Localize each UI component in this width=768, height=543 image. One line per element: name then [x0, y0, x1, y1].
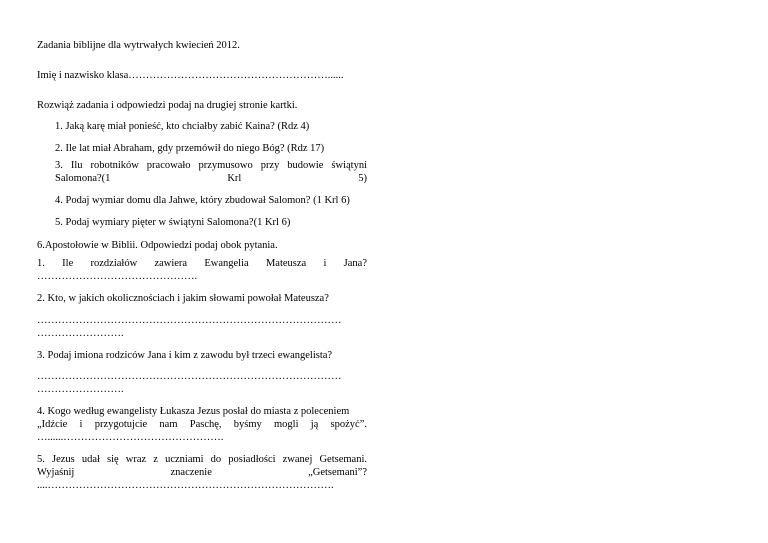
apostles-q5-line1: 5. Jezus udał się wraz z uczniami do posiadłości zwanej Getsemani. [37, 454, 367, 465]
section-6-heading: 6.Apostołowie w Biblii. Odpowiedzi podaj obok pytania. [37, 240, 278, 251]
apostles-q4-answer-dots: …......………………………………………. [37, 432, 224, 443]
instruction-text: Rozwiąż zadania i odpowiedzi podaj na drugiej stronie kartki. [37, 100, 298, 111]
question-1: 1. Jaką karę miał ponieść, kto chciałby zabić Kaina? (Rdz 4) [55, 121, 310, 132]
apostles-q5-answer-dots: ....………………………………………………………………………. [37, 480, 334, 491]
apostles-q4-line1: 4. Kogo według ewangelisty Łukasza Jezus posłał do miasta z poleceniem [37, 406, 350, 417]
question-2: 2. Ile lat miał Abraham, gdy przemówił do niego Bóg? (Rdz 17) [55, 143, 325, 154]
apostles-q1-answer-dots: ………………………………………. [37, 271, 198, 282]
apostles-q3-dots-1: …………………………………………………………………………… [37, 371, 342, 382]
name-class-line: Imię i nazwisko klasa…………………………………………………...... [37, 70, 344, 81]
question-4: 4. Podaj wymiar domu dla Jahwe, który zbudował Salomon? (1 Krl 6) [55, 195, 350, 206]
apostles-q5-line2: Wyjaśnij znaczenie „Getsemani”? [37, 467, 367, 478]
apostles-q3: 3. Podaj imiona rodziców Jana i kim z zawodu był trzeci ewangelista? [37, 350, 333, 361]
question-3: 3. Ilu robotników pracowało przymusowo przy budowie świątyni Salomona?(1 Krl 5) [55, 160, 367, 184]
apostles-q2: 2. Kto, w jakich okolicznościach i jakim słowami powołał Mateusza? [37, 293, 329, 304]
apostles-q3-dots-2: ……………………. [37, 384, 124, 395]
document-title: Zadania biblijne dla wytrwałych kwiecień 2012. [37, 40, 240, 51]
apostles-q1-line1: 1. Ile rozdziałów zawiera Ewangelia Mateusza i Jana? [37, 258, 367, 269]
question-5: 5. Podaj wymiary pięter w świątyni Salomona?(1 Krl 6) [55, 217, 291, 228]
apostles-q2-dots-2: ……………………. [37, 328, 124, 339]
apostles-q4-line2: „Idźcie i przygotujcie nam Paschę, byśmy mogli ją spożyć”. [37, 419, 367, 430]
apostles-q2-dots-1: …………………………………………………………………………… [37, 315, 342, 326]
